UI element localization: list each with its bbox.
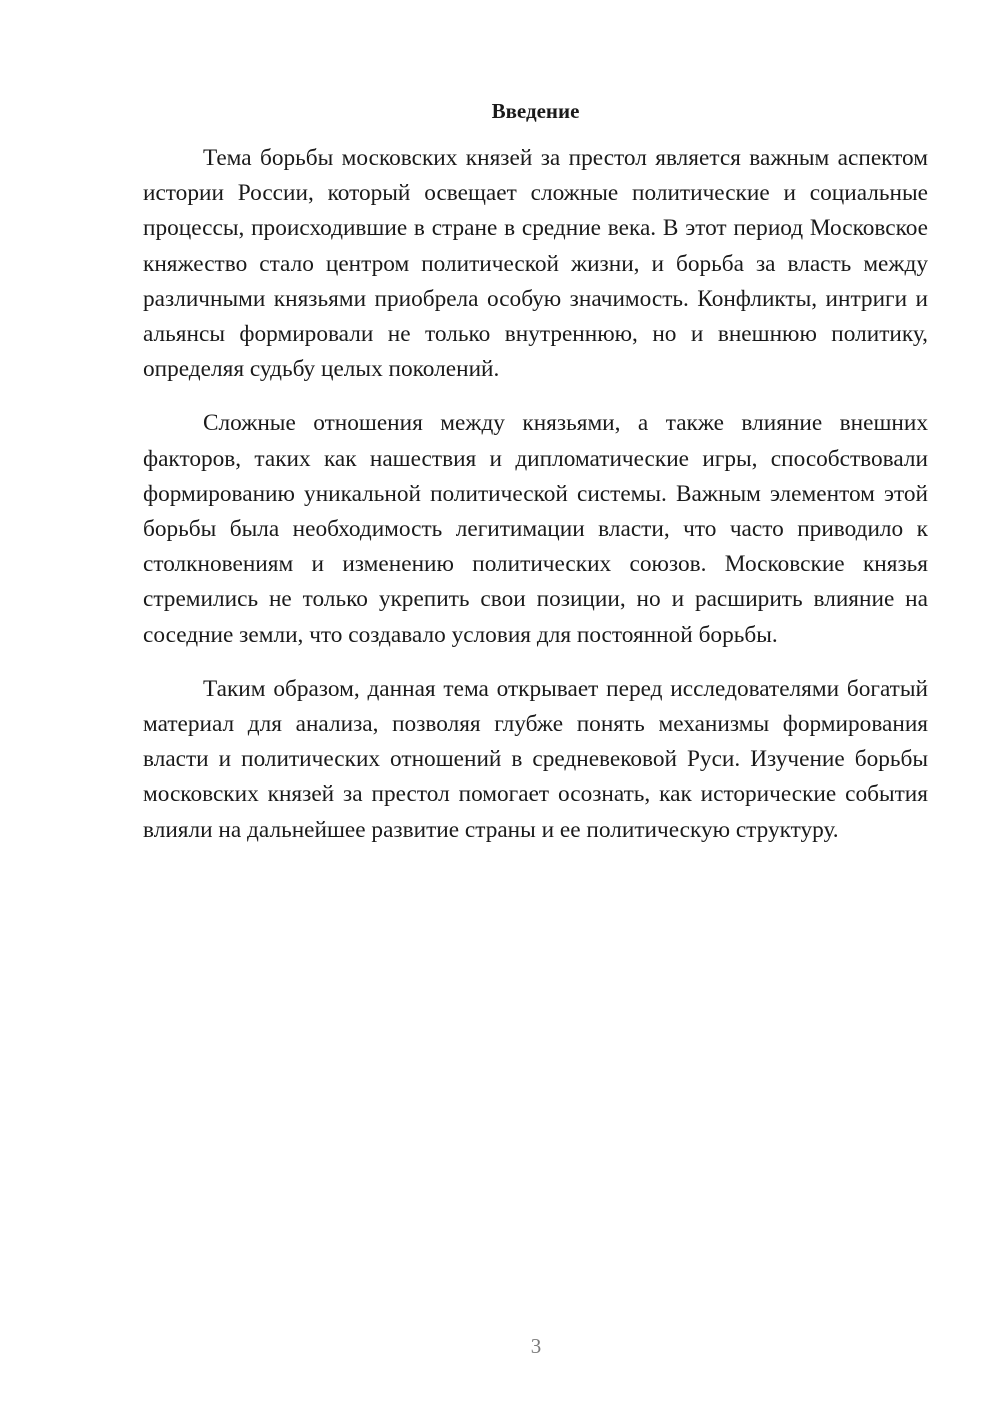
paragraph-1: Тема борьбы московских князей за престол является важным аспектом истории России, который освещает сложные политические и социальные процессы, происходившие в стране в средние века. В этот период Московское княжество стало центром политической жизни, и борьба за власть между различными князьями приобрела особую значимость. Конфликты, интриги и альянсы формировали не только внутреннюю, но и внешнюю политику, определяя судьбу целых поколений. bbox=[143, 145, 928, 383]
page-number: 3 bbox=[530, 1334, 542, 1358]
paragraph-3: Таким образом, данная тема открывает перед исследователями богатый материал для анализа, позволяя глубже понять механизмы формирования власти и политических отношений в средневековой Руси. Изучение борьбы московских князей за престол помогает осознать, как исторические события влияли на дальнейшее развитие страны и ее политическую структуру. bbox=[143, 675, 928, 843]
paragraph-2: Сложные отношения между князьями, а также влияние внешних факторов, таких как нашествия и дипломатические игры, способствовали формированию уникальной политической системы. Важным элементом этой борьбы была необходимость легитимации власти, что часто приводило к столкновениям и изменению политических союзов. Московские князья стремились не только укрепить свои позиции, но и расширить влияние на соседние земли, что создавало условия для постоянной борьбы. bbox=[143, 410, 928, 648]
document-body bbox=[143, 141, 928, 848]
page-title: Введение bbox=[491, 99, 580, 123]
